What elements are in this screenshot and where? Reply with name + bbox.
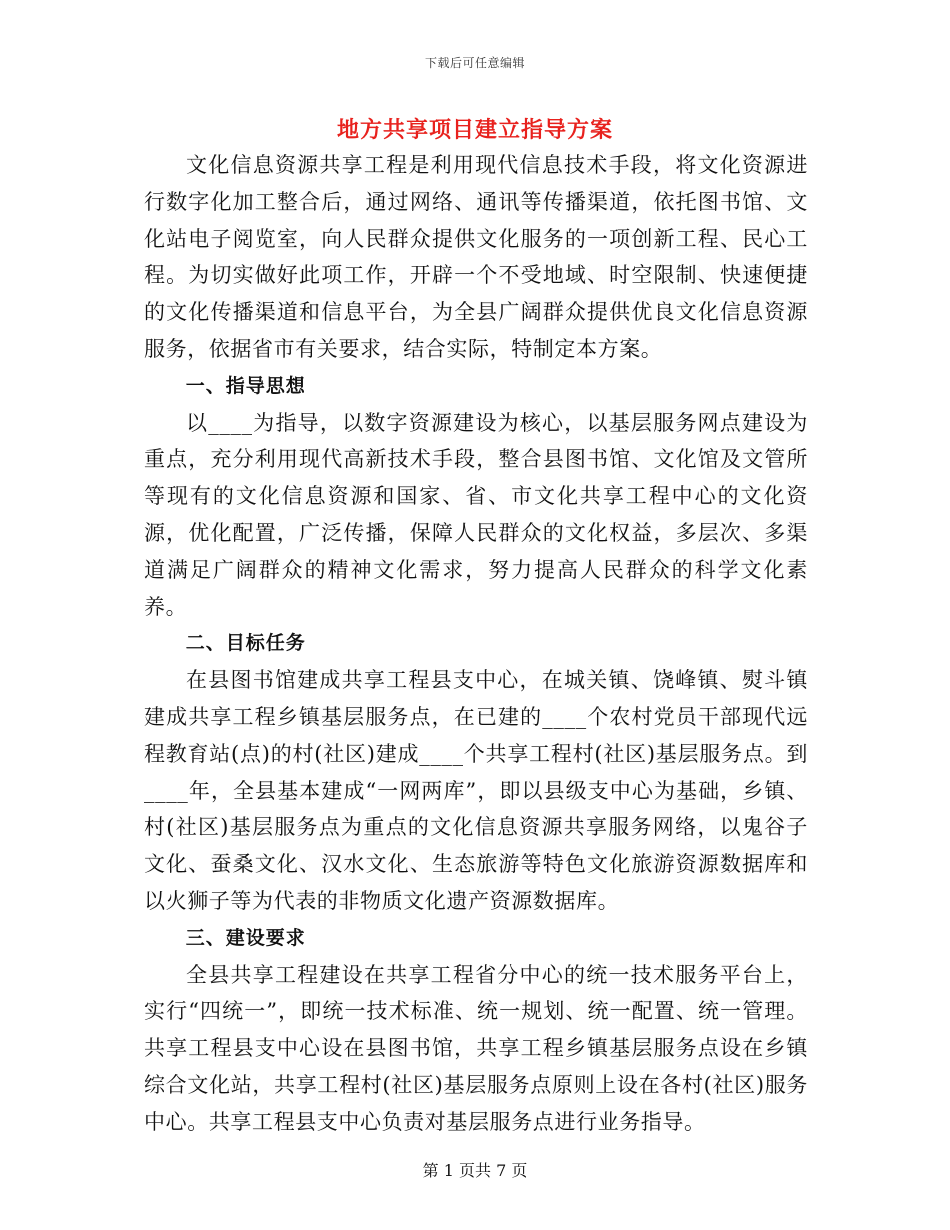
intro-paragraph: 文化信息资源共享工程是利用现代信息技术手段，将文化资源进行数字化加工整合后，通过网络、通讯等传播渠道，依托图书馆、文化站电子阅览室，向人民群众提供文化服务的一项创新工程、民心工程。为切实做好此项工作，开辟一个不受地域、时空限制、快速便捷的文化传播渠道和信息平台，为全县广阔群众提供优良文化信息资源服务，依据省市有关要求，结合实际，特制定本方案。 [144,153,808,361]
footer-total-pages: 7 [496,1161,507,1180]
document-body [144,147,808,1141]
section-heading-guiding-ideology: 一、指导思想 [185,374,306,397]
page-footer [0,1158,950,1181]
footer-middle: 页共 [458,1161,491,1180]
section-paragraph-guiding-ideology: 以____为指导，以数字资源建设为核心，以基层服务网点建设为重点，充分利用现代高新技术手段，整合县图书馆、文化馆及文管所等现有的文化信息资源和国家、省、市文化共享工程中心的文化资源，优化配置，广泛传播，保障人民群众的文化权益，多层次、多渠道满足广阔群众的精神文化需求，努力提高人民群众的科学文化素养。 [144,410,808,619]
footer-page-number: 1 [443,1161,454,1180]
document-title: 地方共享项目建立指导方案 [336,117,613,143]
footer-suffix: 页 [511,1161,528,1180]
section-heading-goals-tasks: 二、目标任务 [185,632,306,655]
page-header-note: 下载后可任意编辑 [424,56,525,70]
footer-prefix: 第 [422,1161,439,1180]
section-heading-construction-requirements: 三、建设要求 [185,926,306,949]
section-paragraph-construction-requirements: 全县共享工程建设在共享工程省分中心的统一技术服务平台上，实行“四统一”，即统一技术标准、统一规划、统一配置、统一管理。共享工程县支中心设在县图书馆，共享工程乡镇基层服务点设在乡镇综合文化站，共享工程村(社区)基层服务点原则上设在各村(社区)服务中心。共享工程县支中心负责对基层服务点进行业务指导。 [144,962,808,1134]
section-paragraph-goals-tasks: 在县图书馆建成共享工程县支中心，在城关镇、饶峰镇、熨斗镇建成共享工程乡镇基层服务点，在已建的____个农村党员干部现代远程教育站(点)的村(社区)建成____个共享工程村(社区)基层服务点。到____年，全县基本建成“一网两库”，即以县级支中心为基础，乡镇、村(社区)基层服务点为重点的文化信息资源共享服务网络，以鬼谷子文化、蚕桑文化、汉水文化、生态旅游等特色文化旅游资源数据库和以火狮子等为代表的非物质文化遗产资源数据库。 [144,668,808,913]
